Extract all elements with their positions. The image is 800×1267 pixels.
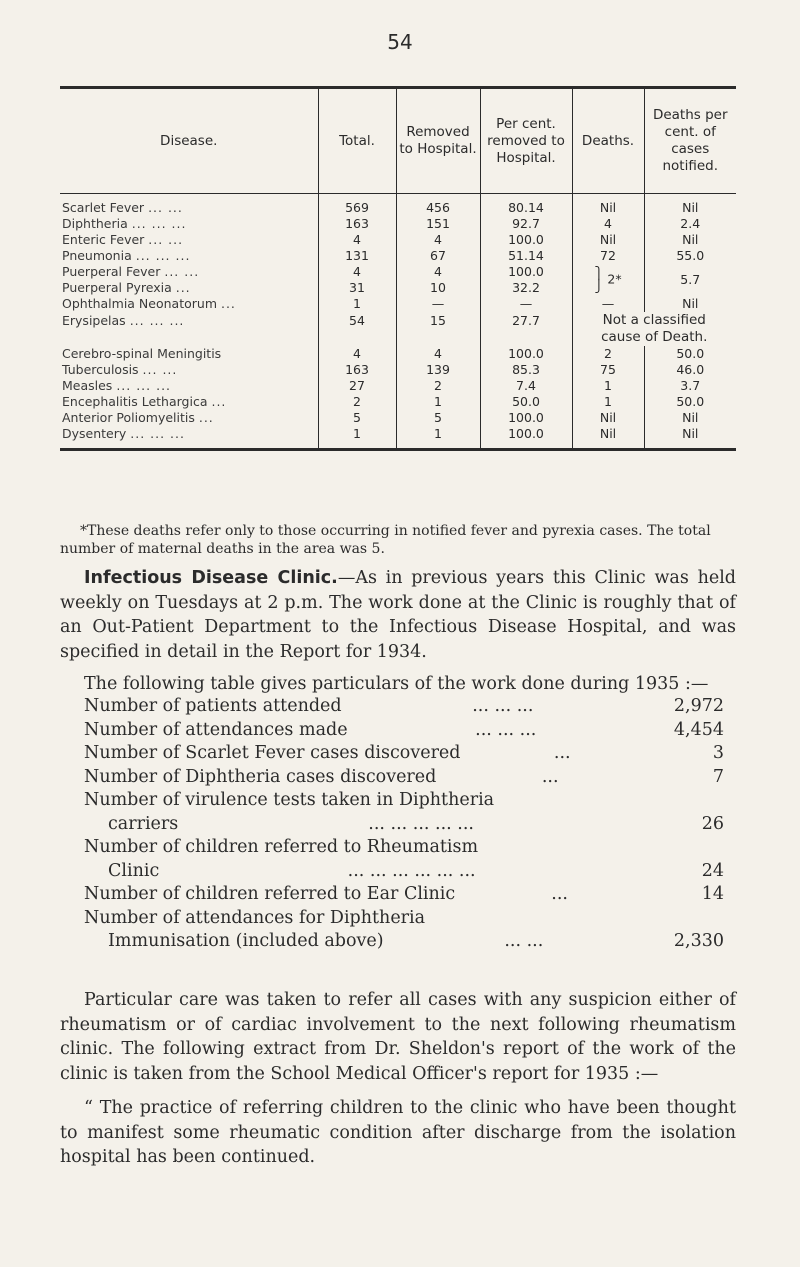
cell-erysipelas-note: Not a classified cause of Death. — [572, 312, 736, 346]
table-row — [60, 378, 736, 394]
cell-percent: 92.7 — [480, 216, 572, 232]
cell-disease: Pneumonia ... ... ... — [62, 248, 191, 263]
header-percent-removed: Per cent. removed to Hospital. — [480, 89, 572, 194]
cell-deaths: Nil — [572, 194, 644, 217]
cell-removed: 5 — [396, 410, 480, 426]
cell-removed: 1 — [396, 394, 480, 410]
cell-deaths: 72 — [572, 248, 644, 264]
cell-percent: 50.0 — [480, 394, 572, 410]
cell-total: 4 — [318, 346, 396, 362]
cell-deaths-percent-combined: 5.7 — [644, 264, 736, 296]
cell-deaths: 2 — [572, 346, 644, 362]
cell-total: 131 — [318, 248, 396, 264]
table-row — [60, 346, 736, 362]
header-disease: Disease. — [60, 89, 318, 194]
cell-deaths-combined: ⎫ ⎭ 2* — [572, 264, 644, 296]
stat-row: Number of virulence tests taken in Diphtheria — [84, 790, 495, 810]
bracket-glyph: ⎫ ⎭ — [594, 266, 604, 293]
cell-deaths-percent: 50.0 — [644, 394, 736, 410]
cell-deaths: Nil — [572, 426, 644, 448]
cell-disease: Encephalitis Lethargica ... — [62, 394, 227, 409]
table-row — [60, 248, 736, 264]
cell-deaths-percent: Nil — [644, 410, 736, 426]
cell-total: 2 — [318, 394, 396, 410]
cell-removed: 4 — [396, 232, 480, 248]
stat-row: Number of attendances for Diphtheria — [84, 907, 426, 928]
cell-deaths: Nil — [572, 410, 644, 426]
table-header-row — [60, 89, 736, 194]
cell-deaths-percent: Nil — [644, 296, 736, 312]
cell-disease: Puerperal Pyrexia ... — [62, 280, 191, 295]
cell-percent: 85.3 — [480, 362, 572, 378]
header-deaths: Deaths. — [572, 89, 644, 194]
stat-row-continued: Clinic ... ... ... ... ... ... 24 — [108, 860, 724, 881]
cell-total: 54 — [318, 312, 396, 329]
cell-deaths-percent: Nil — [644, 426, 736, 448]
cell-removed: 67 — [396, 248, 480, 264]
stat-row: Number of children referred to Ear Clinic ... 14 — [84, 884, 724, 904]
header-total: Total. — [318, 89, 396, 194]
cell-deaths: 75 — [572, 362, 644, 378]
cell-percent: 100.0 — [480, 426, 572, 448]
table-row — [60, 312, 736, 329]
clinic-paragraph-4: “ The practice of referring children to the clinic who have been thought to manifest some rheumatic condition after discharge from the isolation hospital has been continued. — [60, 1098, 736, 1167]
cell-disease: Diphtheria ... ... ... — [62, 216, 187, 231]
table-row — [60, 264, 736, 280]
cell-removed: 2 — [396, 378, 480, 394]
cell-disease: Scarlet Fever ... ... — [62, 200, 183, 215]
cell-total: 1 — [318, 426, 396, 448]
cell-percent: 100.0 — [480, 410, 572, 426]
cell-total: 4 — [318, 264, 396, 280]
cell-deaths-percent: 50.0 — [644, 346, 736, 362]
cell-deaths-percent: Nil — [644, 194, 736, 217]
cell-percent: 27.7 — [480, 312, 572, 329]
table-row — [60, 362, 736, 378]
disease-table-container — [60, 86, 736, 451]
clinic-section-continued — [60, 988, 736, 1170]
table-row — [60, 394, 736, 410]
cell-percent: 51.14 — [480, 248, 572, 264]
table-row — [60, 194, 736, 217]
cell-disease: Tuberculosis ... ... — [62, 362, 178, 377]
table-footnote: *These deaths refer only to those occurring in notified fever and pyrexia cases. The total number of maternal deaths in the area was 5. — [60, 523, 711, 557]
cell-total: 5 — [318, 410, 396, 426]
cell-disease: Puerperal Fever ... ... — [62, 264, 200, 279]
cell-removed: 139 — [396, 362, 480, 378]
cell-removed: 15 — [396, 312, 480, 329]
stat-row: Number of children referred to Rheumatism — [84, 837, 479, 857]
cell-total: 569 — [318, 194, 396, 217]
clinic-paragraph-1: Infectious Disease Clinic.—As in previous years this Clinic was held weekly on Tuesdays at 2 p.m. The work done at the Clinic is roughly that of an Out-Patient Department to the Infectious Disease Hospital, and was specified in detail in the Report for 1934. — [60, 568, 736, 662]
cell-percent: 100.0 — [480, 232, 572, 248]
stat-row: Number of Scarlet Fever cases discovered ... 3 — [84, 743, 724, 763]
stat-row: Number of Diphtheria cases discovered ... 7 — [84, 766, 724, 787]
header-deaths-percent: Deaths per cent. of cases notified. — [644, 89, 736, 194]
stat-row-continued: Immunisation (included above) ... ... 2,330 — [108, 931, 724, 951]
table-row — [60, 296, 736, 312]
cell-percent: — — [480, 296, 572, 312]
cell-total: 27 — [318, 378, 396, 394]
clinic-paragraph-3: Particular care was taken to refer all cases with any suspicion either of rheumatism or of cardiac involvement to the next following rheumatism clinic. The following extract from Dr. Sheldon's report of the work of the clinic is taken from the School Medical Officer's report for 1935 :— — [60, 990, 736, 1084]
cell-removed: 1 — [396, 426, 480, 448]
cell-total: 163 — [318, 216, 396, 232]
cell-disease: Enteric Fever ... ... — [62, 232, 184, 247]
cell-removed: 4 — [396, 346, 480, 362]
stat-row: Number of attendances made ... ... ... 4,454 — [84, 719, 724, 740]
cell-removed: 456 — [396, 194, 480, 217]
cell-total: 163 — [318, 362, 396, 378]
table-row — [60, 410, 736, 426]
cell-disease: Cerebro-spinal Meningitis — [62, 346, 222, 361]
cell-removed: 10 — [396, 280, 480, 296]
cell-removed: — — [396, 296, 480, 312]
cell-percent: 100.0 — [480, 346, 572, 362]
table-bottom-rule — [60, 448, 736, 451]
clinic-paragraph-2: The following table gives particulars of the work done during 1935 :— — [84, 674, 709, 694]
cell-disease: Measles ... ... ... — [62, 378, 172, 393]
cell-disease: Anterior Poliomyelitis ... — [62, 410, 214, 425]
disease-table — [60, 89, 736, 448]
cell-disease: Dysentery ... ... ... — [62, 426, 185, 441]
cell-percent: 80.14 — [480, 194, 572, 217]
cell-deaths: 4 — [572, 216, 644, 232]
clinic-stats-list — [84, 695, 724, 954]
cell-percent: 7.4 — [480, 378, 572, 394]
stat-row-continued: carriers ... ... ... ... ... 26 — [108, 813, 724, 834]
cell-deaths: Nil — [572, 232, 644, 248]
cell-deaths-percent: 46.0 — [644, 362, 736, 378]
clinic-section — [60, 566, 736, 697]
page-number: 54 — [387, 30, 413, 54]
table-row — [60, 232, 736, 248]
table-row — [60, 216, 736, 232]
cell-removed: 4 — [396, 264, 480, 280]
cell-deaths-percent: 55.0 — [644, 248, 736, 264]
cell-deaths-percent: Nil — [644, 232, 736, 248]
cell-removed: 151 — [396, 216, 480, 232]
cell-deaths: 1 — [572, 394, 644, 410]
cell-deaths-percent: 2.4 — [644, 216, 736, 232]
cell-total: 4 — [318, 232, 396, 248]
table-row — [60, 426, 736, 448]
header-removed: Removed to Hospital. — [396, 89, 480, 194]
cell-deaths-percent: 3.7 — [644, 378, 736, 394]
cell-percent: 100.0 — [480, 264, 572, 280]
cell-percent: 32.2 — [480, 280, 572, 296]
clinic-heading: Infectious Disease Clinic. — [84, 568, 338, 588]
cell-deaths: 1 — [572, 378, 644, 394]
cell-disease: Ophthalmia Neonatorum ... — [62, 296, 236, 311]
cell-total: 1 — [318, 296, 396, 312]
stat-row: Number of patients attended ... ... ... 2,972 — [84, 696, 724, 716]
cell-deaths: — — [572, 296, 644, 312]
cell-total: 31 — [318, 280, 396, 296]
cell-disease: Erysipelas ... ... ... — [62, 312, 185, 328]
